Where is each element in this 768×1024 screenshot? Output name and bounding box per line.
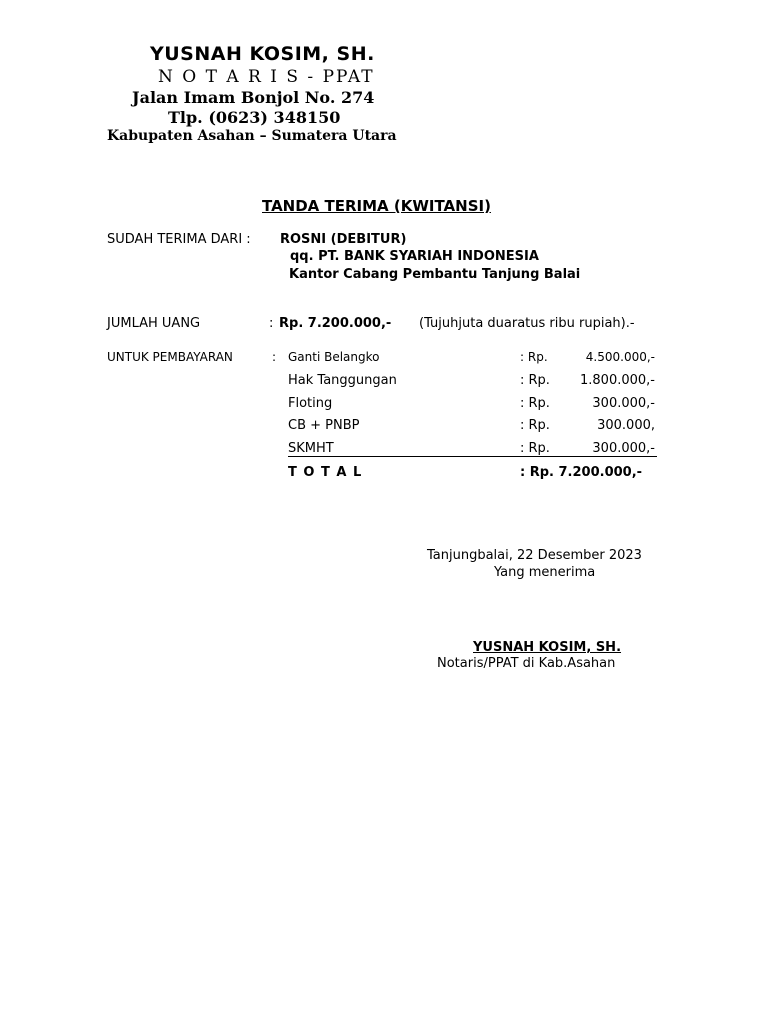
payment-item-amount: 300.000,- [592,396,655,411]
payment-item-desc: Ganti Belangko [288,350,380,364]
total-value: : Rp. 7.200.000,- [520,465,643,480]
amount-label: JUMLAH UANG [107,316,201,331]
payment-label: UNTUK PEMBAYARAN [107,350,233,364]
letterhead-subtitle: N O T A R I S - PPAT [158,67,375,87]
payment-item-rp: : Rp. [520,350,548,364]
payment-item-desc: CB + PNBP [288,418,360,433]
amount-in-words: (Tujuhjuta duaratus ribu rupiah).- [419,316,635,331]
amount-colon: : [269,316,274,331]
payment-item-amount: 1.800.000,- [580,373,655,388]
city-date: Tanjungbalai, 22 Desember 2023 [427,548,642,563]
payment-item-desc: Hak Tanggungan [288,373,397,388]
payment-item-desc: Floting [288,396,333,411]
payment-item-rp: : Rp. [520,418,550,433]
amount-value: Rp. 7.200.000,- [279,316,392,331]
payment-item-rp: : Rp. [520,373,550,388]
letterhead-regency: Kabupaten Asahan – Sumatera Utara [107,128,397,144]
payment-item-amount: 4.500.000,- [585,350,655,364]
received-from-branch: Kantor Cabang Pembantu Tanjung Balai [289,267,581,282]
letterhead-phone: Tlp. (0623) 348150 [168,108,341,127]
payment-colon: : [272,350,277,364]
signatory-title: Notaris/PPAT di Kab.Asahan [437,656,616,671]
signatory-name: YUSNAH KOSIM, SH. [473,640,622,655]
receiver-label: Yang menerima [494,565,596,580]
total-separator-line [288,456,657,457]
payment-item-amount: 300.000, [597,418,655,433]
received-from-label: SUDAH TERIMA DARI : [107,232,251,247]
payment-item-rp: : Rp. [520,441,550,456]
document-title: TANDA TERIMA (KWITANSI) [262,197,491,215]
letterhead-address: Jalan Imam Bonjol No. 274 [132,88,375,107]
total-label: T O T A L [288,465,363,480]
received-from-bank: qq. PT. BANK SYARIAH INDONESIA [290,249,539,264]
received-from-name: ROSNI (DEBITUR) [280,232,407,247]
payment-item-desc: SKMHT [288,441,334,456]
payment-item-rp: : Rp. [520,396,550,411]
letterhead-name: YUSNAH KOSIM, SH. [150,43,375,65]
payment-item-amount: 300.000,- [592,441,655,456]
